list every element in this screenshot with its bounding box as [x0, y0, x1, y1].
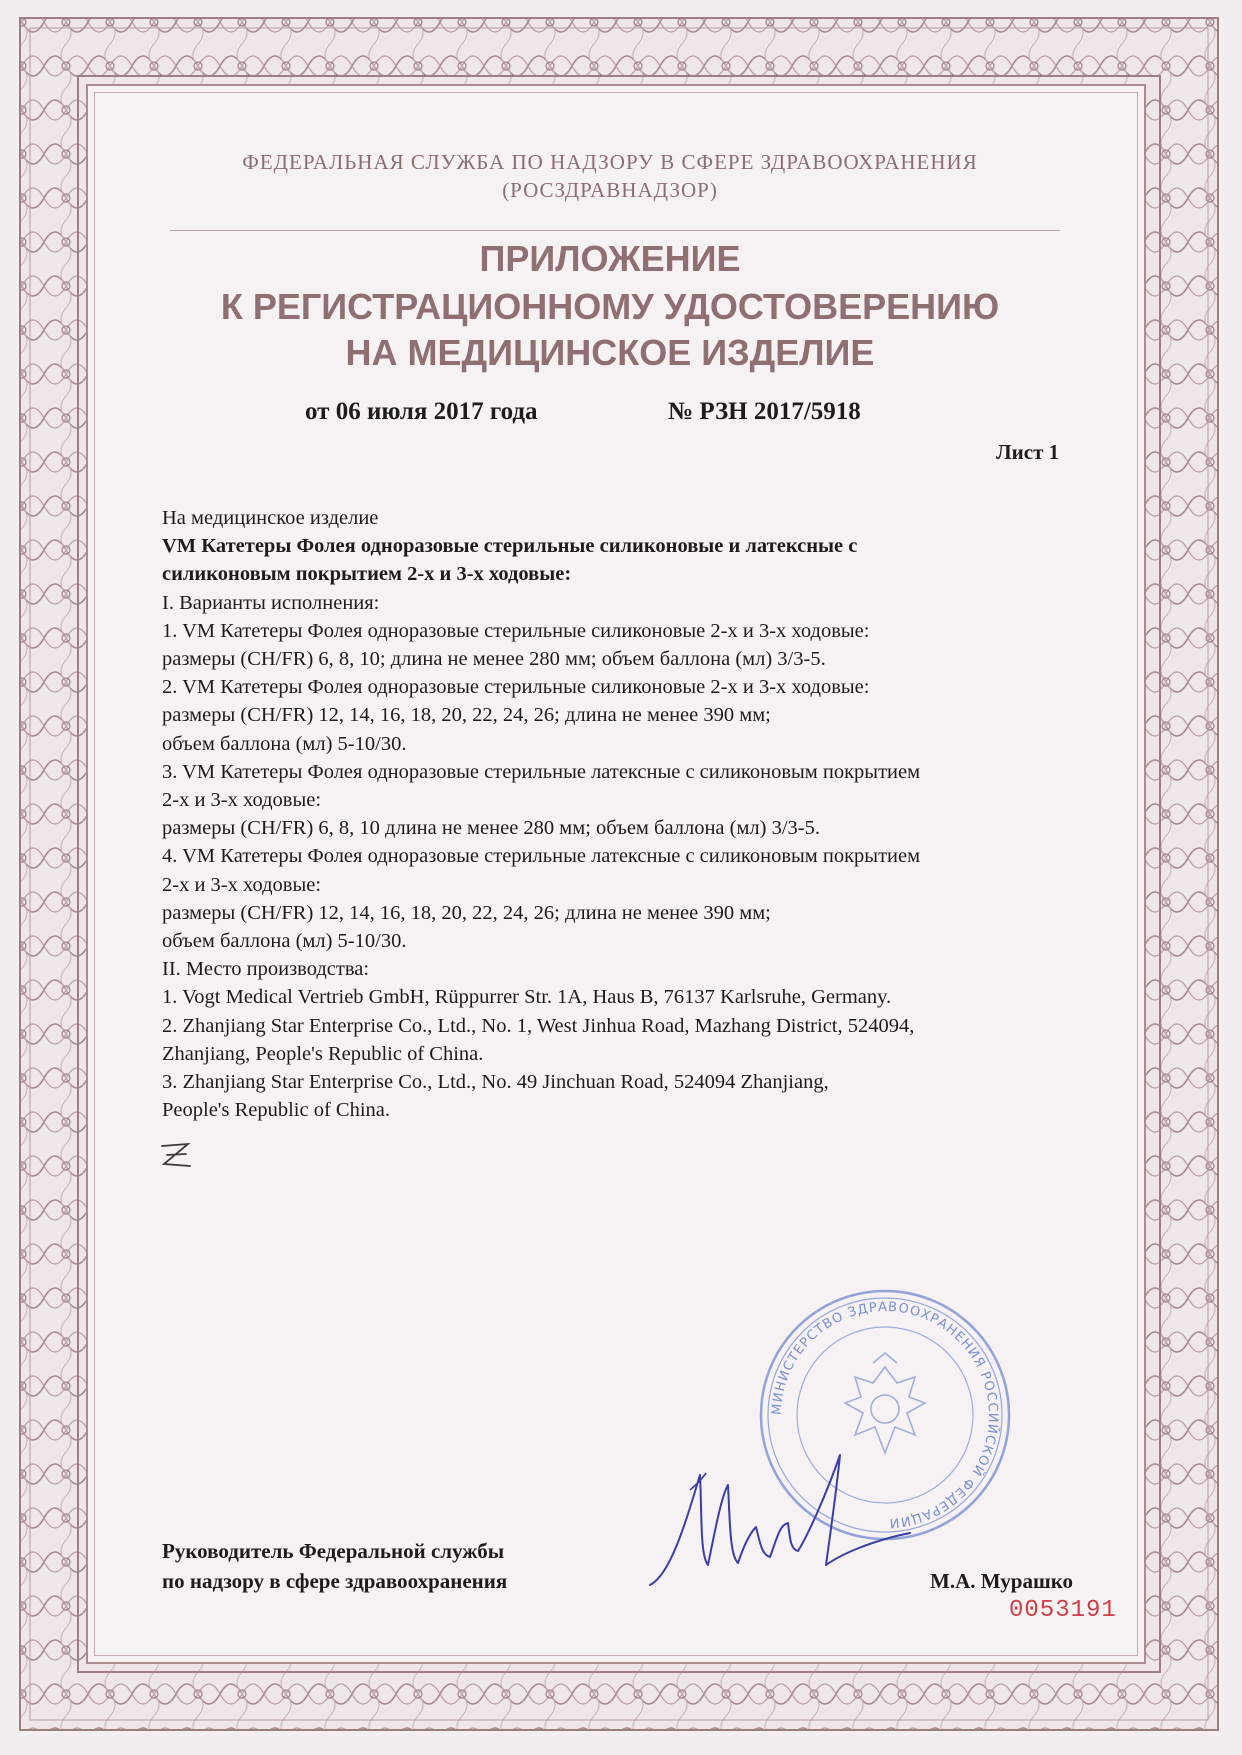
document-subtitle-1: К РЕГИСТРАЦИОННОМУ УДОСТОВЕРЕНИЮ [220, 286, 1000, 327]
body-line: 4. VM Катетеры Фолея одноразовые стерильные латексные с силиконовым покрытием [162, 845, 921, 868]
body-line: People's Republic of China. [162, 1099, 391, 1122]
body-line: размеры (CH/FR) 6, 8, 10; длина не менее 280 мм; объем баллона (мл) 3/3-5. [162, 648, 826, 671]
header-divider [170, 230, 1060, 231]
agency-name: ФЕДЕРАЛЬНАЯ СЛУЖБА ПО НАДЗОРУ В СФЕРЕ ЗДРАВООХРАНЕНИЯ [242, 150, 978, 174]
registration-number: № РЗН 2017/5918 [668, 398, 861, 425]
body-line: размеры (CH/FR) 12, 14, 16, 18, 20, 22, 24, 26; длина не менее 390 мм; [162, 704, 771, 727]
handwritten-z-mark [158, 1140, 194, 1172]
body-line: 2-х и 3-х ходовые: [162, 789, 322, 812]
document-title: ПРИЛОЖЕНИЕ [479, 238, 741, 279]
body-line: I. Варианты исполнения: [162, 591, 380, 614]
agency-abbreviation: (РОСЗДРАВНАДЗОР) [502, 178, 718, 202]
document-body [162, 504, 1102, 1124]
serial-number: 0053191 [1009, 1597, 1117, 1624]
seal-ring-text: МИНИСТЕРСТВО ЗДРАВООХРАНЕНИЯ РОССИЙСКОЙ ФЕДЕРАЦИИ [769, 1299, 1001, 1531]
device-name-line: силиконовым покрытием 2-х и 3-х ходовые: [162, 563, 572, 586]
body-line: 2-х и 3-х ходовые: [162, 873, 322, 896]
handwritten-signature [630, 1415, 930, 1605]
body-line: размеры (CH/FR) 6, 8, 10 длина не менее 280 мм; объем баллона (мл) 3/3-5. [162, 817, 821, 840]
body-line: размеры (CH/FR) 12, 14, 16, 18, 20, 22, 24, 26; длина не менее 390 мм; [162, 901, 771, 924]
body-line: 1. VM Катетеры Фолея одноразовые стерильные силиконовые 2-х и 3-х ходовые: [162, 619, 870, 642]
registration-date: от 06 июля 2017 года [305, 398, 538, 425]
body-intro: На медицинское изделие [162, 507, 379, 529]
body-line: II. Место производства: [162, 958, 370, 981]
body-line: 3. Zhanjiang Star Enterprise Co., Ltd., No. 49 Jinchuan Road, 524094 Zhanjiang, [162, 1071, 829, 1094]
body-line: 1. Vogt Medical Vertrieb GmbH, Rüppurrer Str. 1A, Haus B, 76137 Karlsruhe, Germany. [162, 986, 892, 1009]
body-line: 3. VM Катетеры Фолея одноразовые стерильные латексные с силиконовым покрытием [162, 760, 921, 783]
body-line: Zhanjiang, People's Republic of China. [162, 1042, 484, 1065]
signer-name: М.А. Мурашко [930, 1569, 1074, 1593]
sheet-number: Лист 1 [996, 440, 1060, 464]
device-name-line: VM Катетеры Фолея одноразовые стерильные силиконовые и латексные с [162, 535, 858, 558]
signer-position-line-1: Руководитель Федеральной службы [162, 1539, 505, 1563]
signer-position-line-2: по надзору в сфере здравоохранения [162, 1569, 508, 1593]
body-line: 2. Zhanjiang Star Enterprise Co., Ltd., No. 1, West Jinhua Road, Mazhang District, 524094, [162, 1014, 915, 1037]
body-line: объем баллона (мл) 5-10/30. [162, 732, 407, 755]
document-subtitle-2: НА МЕДИЦИНСКОЕ ИЗДЕЛИЕ [345, 332, 875, 373]
body-line: 2. VM Катетеры Фолея одноразовые стерильные силиконовые 2-х и 3-х ходовые: [162, 676, 870, 699]
body-line: объем баллона (мл) 5-10/30. [162, 930, 407, 953]
